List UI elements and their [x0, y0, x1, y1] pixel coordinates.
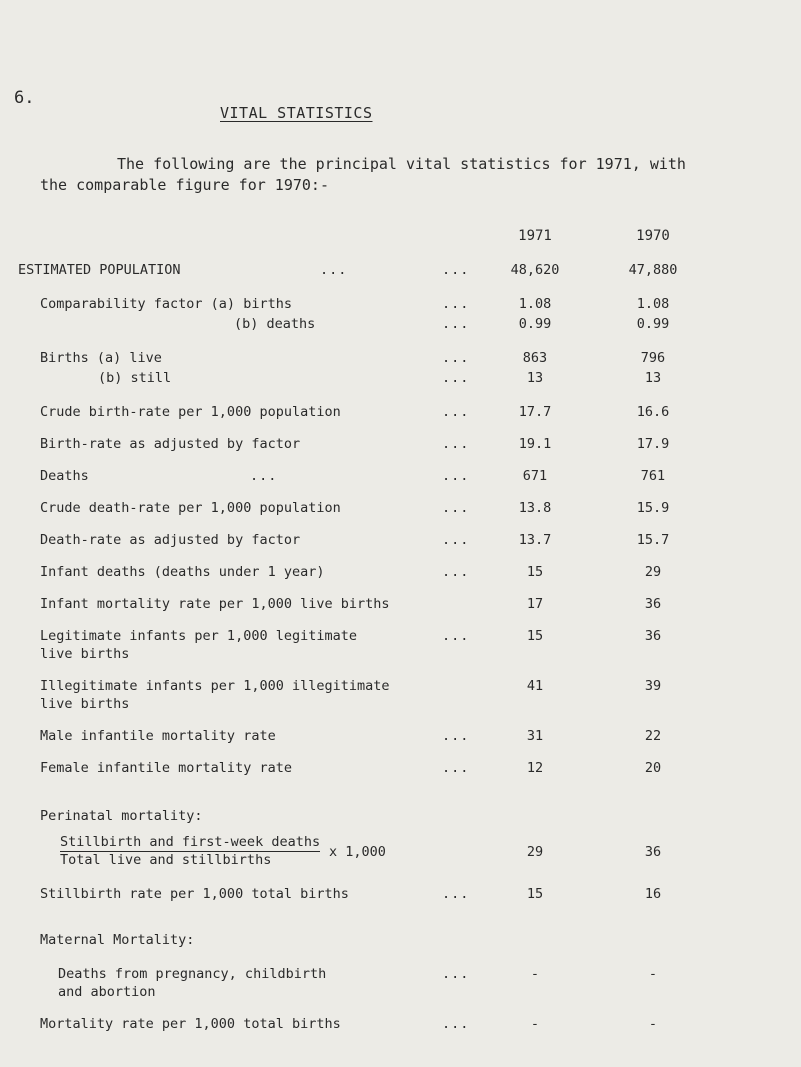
label: ESTIMATED POPULATION	[18, 262, 181, 278]
fraction-denominator: Total live and stillbirths	[60, 852, 272, 868]
label: Female infantile mortality rate	[40, 760, 292, 776]
label: Stillbirth rate per 1,000 total births	[40, 886, 349, 902]
value-1971: 48,620	[510, 262, 560, 278]
value-1971: 13.7	[518, 532, 552, 548]
value-1970: 22	[644, 728, 662, 744]
value-1970: 36	[644, 844, 662, 860]
value-1971: 1.08	[518, 296, 552, 312]
leader-dots: ...	[442, 564, 470, 580]
label: Death-rate as adjusted by factor	[40, 532, 301, 548]
label: Crude birth-rate per 1,000 population	[40, 404, 341, 420]
label: Legitimate infants per 1,000 legitimate	[40, 628, 357, 644]
leader-dots: ...	[442, 1016, 470, 1032]
value-1971: 31	[526, 728, 544, 744]
value-1971: 15	[526, 886, 544, 902]
value-1970: 20	[644, 760, 662, 776]
value-1971: 13	[526, 370, 544, 386]
value-1970: 796	[640, 350, 666, 366]
label: Births (a) live	[40, 350, 162, 366]
label-continued: live births	[40, 646, 130, 662]
value-1971: 19.1	[518, 436, 552, 452]
label-continued: and abortion	[58, 984, 156, 1000]
leader-dots: ...	[442, 436, 470, 452]
value-1971: 29	[526, 844, 544, 860]
label: Male infantile mortality rate	[40, 728, 276, 744]
leader-dots: ...	[442, 350, 470, 366]
label: Illegitimate infants per 1,000 illegitimate	[40, 678, 390, 694]
value-1970: 29	[644, 564, 662, 580]
multiplier: x 1,000	[329, 844, 386, 860]
leader-dots: ...	[442, 468, 470, 484]
leader-dots: ...	[442, 500, 470, 516]
perinatal-fraction	[60, 834, 320, 868]
value-1971: 0.99	[518, 316, 552, 332]
value-1971: 15	[526, 628, 544, 644]
label: Deaths	[40, 468, 89, 484]
leader-dots: ...	[442, 370, 470, 386]
column-1970: 1970	[636, 228, 670, 244]
value-1971: 41	[526, 678, 544, 694]
leader-dots: ...	[442, 296, 470, 312]
value-1971: 13.8	[518, 500, 552, 516]
label: Deaths from pregnancy, childbirth	[58, 966, 327, 982]
value-1971: 863	[522, 350, 548, 366]
value-1970: 15.7	[636, 532, 670, 548]
leader-dots: ...	[442, 728, 470, 744]
value-1971: -	[530, 1016, 540, 1032]
leader-dots: ...	[442, 966, 470, 982]
leader-dots: ...	[442, 760, 470, 776]
value-1970: 761	[640, 468, 666, 484]
label: Comparability factor (a) births	[40, 296, 292, 312]
value-1970: 47,880	[628, 262, 678, 278]
value-1970: 17.9	[636, 436, 670, 452]
intro-line-2: the comparable figure for 1970:-	[40, 176, 329, 194]
intro-line-1: The following are the principal vital statistics for 1971, with	[117, 155, 686, 173]
page-number: 6.	[14, 88, 35, 108]
leader-dots: ...	[442, 532, 470, 548]
value-1971: -	[530, 966, 540, 982]
leader-dots: ...	[442, 628, 470, 644]
value-1971: 17	[526, 596, 544, 612]
value-1970: 1.08	[636, 296, 670, 312]
value-1970: 39	[644, 678, 662, 694]
label: Birth-rate as adjusted by factor	[40, 436, 301, 452]
leader-dots: ...	[442, 262, 470, 278]
value-1971: 671	[522, 468, 548, 484]
value-1970: -	[648, 966, 658, 982]
value-1971: 15	[526, 564, 544, 580]
label: Mortality rate per 1,000 total births	[40, 1016, 341, 1032]
leader-dots: ...	[442, 886, 470, 902]
value-1970: 0.99	[636, 316, 670, 332]
leader-dots: ...	[320, 262, 348, 278]
label: Crude death-rate per 1,000 population	[40, 500, 341, 516]
label: Infant deaths (deaths under 1 year)	[40, 564, 325, 580]
fraction-numerator: Stillbirth and first-week deaths	[60, 834, 321, 850]
leader-dots: ...	[442, 404, 470, 420]
label: (b) deaths	[234, 316, 316, 332]
label: Infant mortality rate per 1,000 live births	[40, 596, 390, 612]
value-1970: 15.9	[636, 500, 670, 516]
label: Maternal Mortality:	[40, 932, 195, 948]
value-1970: 36	[644, 596, 662, 612]
value-1971: 12	[526, 760, 544, 776]
value-1970: 13	[644, 370, 662, 386]
value-1970: 16.6	[636, 404, 670, 420]
value-1970: 16	[644, 886, 662, 902]
value-1970: -	[648, 1016, 658, 1032]
leader-dots: ...	[442, 316, 470, 332]
label-continued: live births	[40, 696, 130, 712]
leader-dots: ...	[250, 468, 278, 484]
label: (b) still	[98, 370, 172, 386]
column-1971: 1971	[518, 228, 552, 244]
label: Perinatal mortality:	[40, 808, 203, 824]
page-title: VITAL STATISTICS	[220, 104, 373, 122]
value-1970: 36	[644, 628, 662, 644]
value-1971: 17.7	[518, 404, 552, 420]
